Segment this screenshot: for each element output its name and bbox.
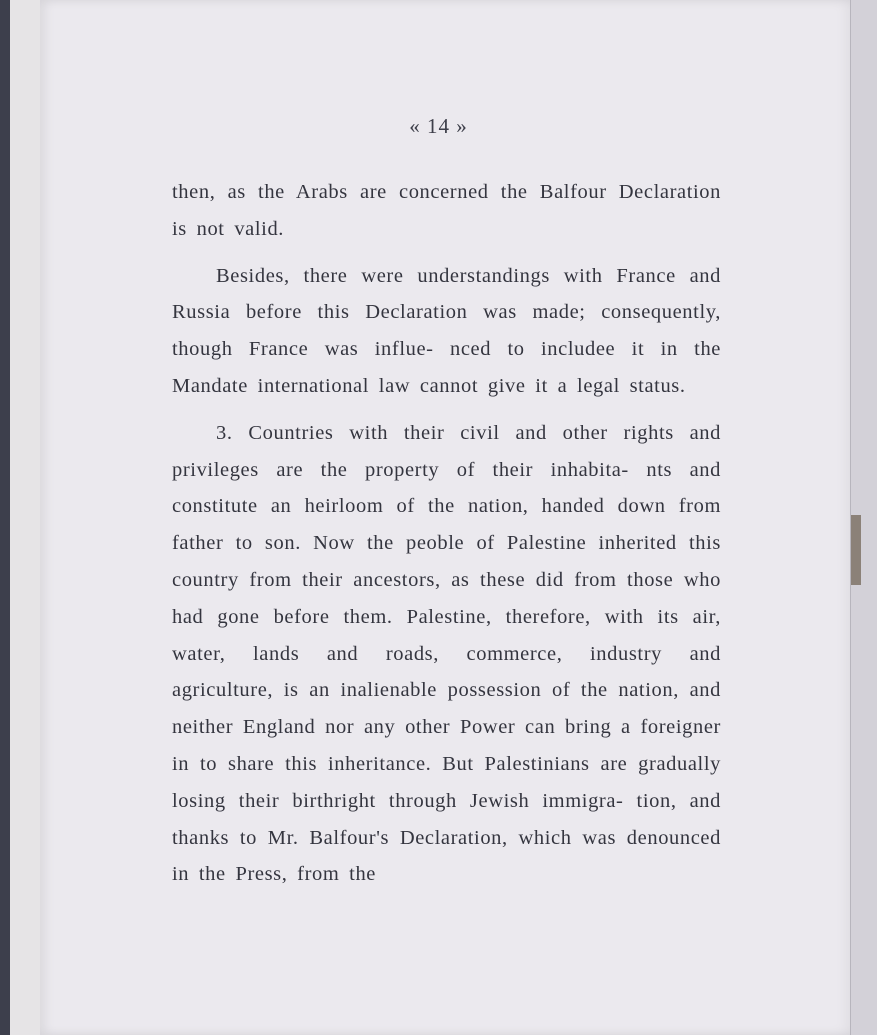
page-number: « 14 » (409, 114, 468, 138)
paragraph-1: then, as the Arabs are concerned the Balfour Declaration is not valid. (172, 181, 721, 240)
paragraph-2: Besides, there were understandings with France and Russia before this Declaration was made; consequently, though France was influe- nced to includee it in the Mandate international law cannot give it a legal status. (172, 264, 721, 397)
body-text (172, 174, 721, 893)
paragraph-3: 3. Countries with their civil and other rights and privileges are the property of their inhabita- nts and constitute an heirloom of the nation, handed down from father to son. Now the peoble of Palestine inherited this country from their ancestors, as these did from those who had gone before them. Palestine, therefore, with its air, water, lands and roads, commerce, industry and agriculture, is an inalienable possession of the nation, and neither England nor any other Power can bring a foreigner in to share this inheritance. But Palestinians are gradually losing their birthright through Jewish immigra- tion, and thanks to Mr. Balfour's Declaration, which was denounced in the Press, from the (172, 421, 721, 886)
page-stack-edge (850, 0, 877, 1035)
binding-tab (851, 515, 861, 585)
